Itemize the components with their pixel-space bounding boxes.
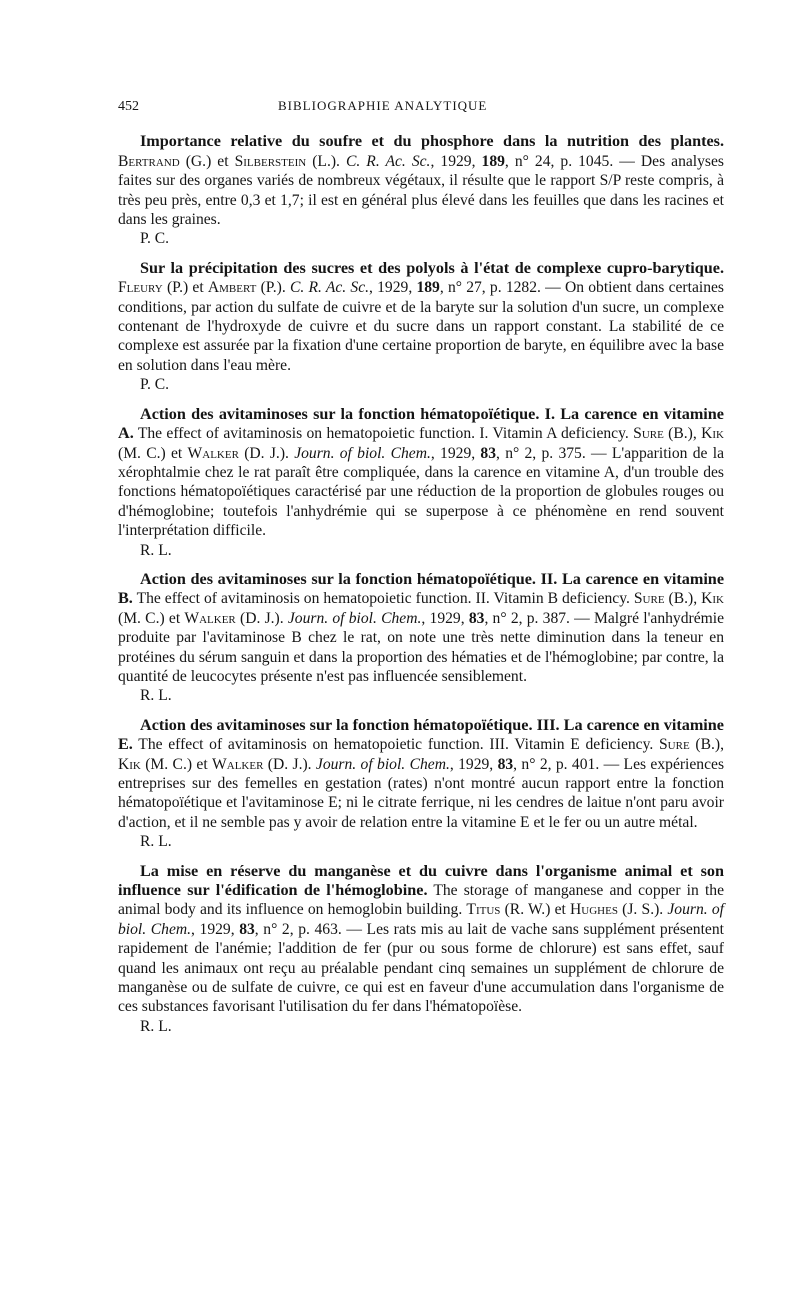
journal-name: Journ. of biol. Chem. <box>118 901 724 938</box>
author-initials: (L.). <box>306 152 346 170</box>
reference-pages: , n° 2, p. 401. <box>513 755 600 773</box>
author-initials: (G.) et <box>179 152 235 170</box>
reviewer-initials: R. L. <box>140 541 172 559</box>
author-initials: (P.). <box>256 279 290 297</box>
abstract-entry <box>118 132 724 248</box>
entry-title: Importance relative du soufre et du phosphore dans la nutrition des plantes. <box>140 132 724 151</box>
english-title: The effect of avitaminosis on hematopoietic function. I. Vitamin A deficiency. <box>133 425 634 443</box>
reviewer-initials: R. L. <box>140 1017 172 1035</box>
abstract-paragraph <box>118 716 724 832</box>
reference-year: , 1929, <box>430 444 481 462</box>
abstract-body: — Malgré l'anhydrémie produite par l'avitaminose B chez le rat, on note une très nette diminution dans la teneur en protéines du sérum sanguin et dans la proportion des hématies et de l'hémoglobine; par contre, la quantité de leucocytes présente n'est pas influencée sensiblement. <box>118 609 724 685</box>
author-name: Bertrand <box>118 152 180 170</box>
reference-year: , 1929, <box>191 920 240 938</box>
abstract-paragraph <box>118 405 724 541</box>
document-page <box>118 96 724 1046</box>
author-name: Hughes <box>570 901 618 919</box>
reviewer-initials: P. C. <box>140 230 170 248</box>
author-name: Kik <box>701 425 724 443</box>
reference-year: , 1929, <box>421 609 469 627</box>
abstract-paragraph <box>118 132 724 229</box>
reference-pages: , n° 2, p. 463. <box>254 920 342 938</box>
author-initials: (M. C.) et <box>118 609 185 627</box>
abstract-entry <box>118 405 724 560</box>
english-title: The storage of manganese and copper in the animal body and its influence on hemoglobin building. <box>118 882 724 919</box>
author-initials: (B.), <box>663 425 702 443</box>
reviewer-initials: R. L. <box>140 833 172 851</box>
author-name: Walker <box>212 755 264 773</box>
reference-pages: , n° 24, p. 1045. <box>504 152 614 170</box>
volume-number: 189 <box>416 279 440 297</box>
abstract-paragraph <box>118 259 724 375</box>
reference-pages: , n° 2, p. 375. <box>496 444 586 462</box>
page-number: 452 <box>118 99 139 114</box>
volume-number: 83 <box>497 755 514 773</box>
author-name: Ambert <box>207 279 257 297</box>
entry-title: Sur la précipitation des sucres et des polyols à l'état de complexe cupro-barytique. <box>140 258 724 277</box>
author-name: Walker <box>187 444 239 462</box>
abstract-entry <box>118 570 724 706</box>
abstract-entry <box>118 862 724 1037</box>
abstract-entry <box>118 259 724 395</box>
author-initials: (M. C.) et <box>140 755 213 773</box>
english-title: The effect of avitaminosis on hematopoietic function. II. Vitamin B deficiency. <box>132 590 634 608</box>
volume-number: 83 <box>468 609 485 627</box>
author-name: Kik <box>701 590 724 608</box>
abstract-body: — Les rats mis au lait de vache sans supplément présentent rapidement de l'anémie; l'addition de fer (pur ou sous forme de chlorure) est sans effet, sauf quand les animaux ont reçu au préalable pendant cinq semaines un supplément de chlorure de manganèse ou de sulfate de cuivre, ce qui est en faveur d'une accumulation dans l'organisme de ces substances favorisant l'utilisation du fer dans l'hématopoïèse. <box>118 920 724 1016</box>
author-initials: (P.) et <box>162 279 208 297</box>
author-initials: (D. J.). <box>235 609 288 627</box>
entry-title: La mise en réserve du manganèse et du cuivre dans l'organisme animal et son influence sur l'édification de l'hémoglobine. <box>118 861 724 900</box>
running-title: BIBLIOGRAPHIE ANALYTIQUE <box>278 98 488 113</box>
journal-name: C. R. Ac. Sc. <box>345 152 431 170</box>
abstract-body: — Des analyses faites sur des organes variés de nombreux végétaux, il résulte que le rapport S/P reste compris, à très peu près, entre 0,3 et 1,7; il est en général plus élevé dans les feuilles que dans les racines et dans les graines. <box>118 152 724 229</box>
author-name: Sure <box>633 425 664 443</box>
volume-number: 83 <box>239 920 255 938</box>
author-initials: (R. W.) et <box>500 901 571 919</box>
abstract-body: — Les expériences entreprises sur des femelles en gestation (rates) n'ont montré aucun rapport entre la fonction hématopoïétique et l'avitaminose E; ni le citrate ferrique, ni les cendres de laitue n'ont paru avoir d'action, et il ne semble pas y avoir de relation entre la vitamine E et le fer ou un autre métal. <box>118 755 725 831</box>
abstract-paragraph <box>118 570 724 686</box>
volume-number: 83 <box>480 444 497 462</box>
journal-name: Journ. of biol. Chem. <box>315 755 450 773</box>
reviewer-initials: R. L. <box>140 687 172 705</box>
author-name: Sure <box>633 590 665 608</box>
reference-year: , 1929, <box>430 152 482 170</box>
entry-title: Action des avitaminoses sur la fonction hématopoïétique. I. La carence en vitamine A. <box>118 404 724 443</box>
entry-title: Action des avitaminoses sur la fonction hématopoïétique. III. La carence en vitamine E. <box>118 715 724 754</box>
reference-pages: , n° 27, p. 1282. <box>439 279 541 297</box>
reference-pages: , n° 2, p. 387. <box>484 609 570 627</box>
page-header <box>118 96 724 116</box>
journal-name: Journ. of biol. Chem. <box>294 444 431 462</box>
author-name: Silberstein <box>234 152 307 170</box>
author-initials: (B.), <box>689 736 724 754</box>
reviewer-initials: P. C. <box>140 376 170 394</box>
author-initials: (J. S.). <box>617 901 668 919</box>
english-title: The effect of avitaminosis on hematopoietic function. III. Vitamin E deficiency. <box>132 736 659 754</box>
abstract-body: — On obtient dans certaines conditions, par action du sulfate de cuivre et de la baryte sur la solution d'un sucre, un complexe contenant de l'hydroxyde de cuivre et du sucre dans un rapport constant. La stabilité de ce complexe est assurée par la fixation d'une certaine proportion de baryte, en équilibre avec la base en solution dans l'eau mère. <box>118 279 724 374</box>
entry-title: Action des avitaminoses sur la fonction hématopoïétique. II. La carence en vitamine B. <box>118 569 724 608</box>
author-name: Kik <box>118 755 141 773</box>
author-name: Fleury <box>118 279 163 297</box>
author-initials: (B.), <box>664 590 702 608</box>
author-name: Walker <box>184 609 236 627</box>
author-initials: (M. C.) et <box>118 444 188 462</box>
author-name: Titus <box>466 901 501 919</box>
author-initials: (D. J.). <box>238 444 295 462</box>
author-initials: (D. J.). <box>263 755 316 773</box>
abstract-body: — L'apparition de la xérophtalmie chez le rat paraît être compliquée, dans la carence en vitamine A, d'un trouble des fonctions hématopoïétiques caractérisé par une réduction de la proportion de globules rouges ou d'hémoglobine; toutefois l'anhydrémie qui se superpose à ce phénomène en rend souvent l'interprétation difficile. <box>118 444 724 540</box>
author-name: Sure <box>659 736 690 754</box>
journal-name: Journ. of biol. Chem. <box>287 609 422 627</box>
reference-year: , 1929, <box>449 755 498 773</box>
journal-name: C. R. Ac. Sc. <box>289 279 370 297</box>
reference-year: , 1929, <box>369 279 417 297</box>
volume-number: 189 <box>481 152 505 170</box>
abstract-entry <box>118 716 724 852</box>
abstract-paragraph <box>118 862 724 1017</box>
